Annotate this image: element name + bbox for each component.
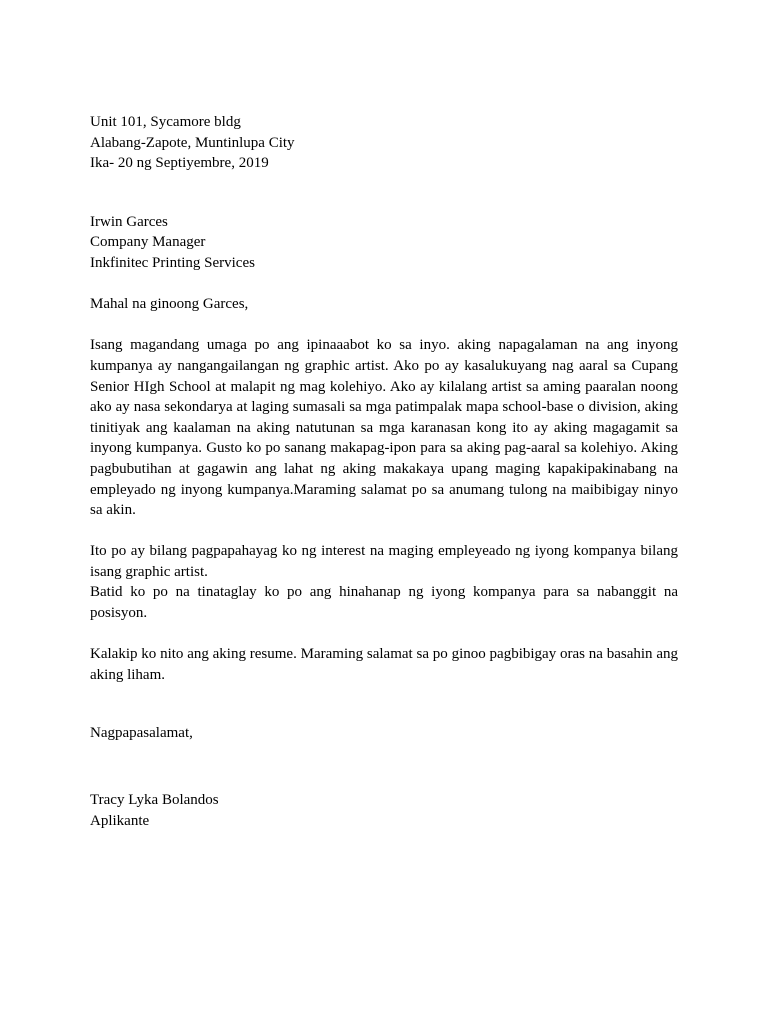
signature-space bbox=[90, 744, 678, 790]
recipient-name: Irwin Garces bbox=[90, 213, 168, 230]
salutation: Mahal na ginoong Garces, bbox=[90, 296, 249, 313]
signature-name: Tracy Lyka Bolandos bbox=[90, 792, 219, 809]
spacer bbox=[90, 521, 678, 542]
sender-address-line2: Alabang-Zapote, Muntinlupa City bbox=[90, 134, 295, 151]
letter-content bbox=[90, 112, 678, 831]
sender-address-line1: Unit 101, Sycamore bldg bbox=[90, 114, 241, 130]
spacer bbox=[90, 315, 678, 336]
signature-role: Aplikante bbox=[90, 812, 150, 829]
body-paragraph-3: Kalakip ko nito ang aking resume. Maraming salamat sa po ginoo pagbibigay oras na basahin ang aking liham. bbox=[90, 646, 678, 683]
spacer bbox=[90, 274, 678, 295]
sender-address-block bbox=[90, 112, 678, 174]
spacer bbox=[90, 624, 678, 645]
letter-date: Ika- 20 ng Septiyembre, 2019 bbox=[90, 155, 269, 172]
body-paragraph-2-line-1: Ito po ay bilang pagpapahayag ko ng interest na maging empleyeado ng iyong kompanya bilang isang graphic artist. bbox=[90, 543, 678, 580]
spacer bbox=[90, 174, 678, 212]
recipient-title: Company Manager bbox=[90, 234, 206, 251]
spacer bbox=[90, 685, 678, 723]
body-paragraph-2-line-2: Batid ko po na tinataglay ko po ang hinahanap ng iyong kompanya para sa nabanggit na posisyon. bbox=[90, 584, 678, 622]
body-paragraph-1: Isang magandang umaga po ang ipinaaabot ko sa inyo. aking napagalaman na ang inyong kumpanya ay nangangailangan ng graphic artist. Ako po ay kasalukuyang nag aaral sa Cupang Senior HIgh School at malapit ng mag kolehiyo. Ako ay kilalang artist sa aming paaralan noong ako ay nasa sekondarya at laging sumasali sa mga patimpalak mapa school-base o division, aking tinitiyak ang kaalaman na aking natutunan sa mga karanasan kong ito ay aking magagamit sa inyong kumpanya. Gusto ko po sanang makapag-ipon para sa aking pag-aaral sa kolehiyo. Aking pagbubutihan at gagawin ang lahat ng aking makakaya upang maging kapakipakinabang na empleyado ng inyong kumpanya.Maraming salamat po sa anumang tulong na maibibigay ninyo sa akin. bbox=[90, 337, 678, 519]
recipient-block bbox=[90, 212, 678, 274]
closing: Nagpapasalamat, bbox=[90, 725, 193, 742]
signature-block bbox=[90, 790, 678, 831]
recipient-company: Inkfinitec Printing Services bbox=[90, 254, 255, 271]
